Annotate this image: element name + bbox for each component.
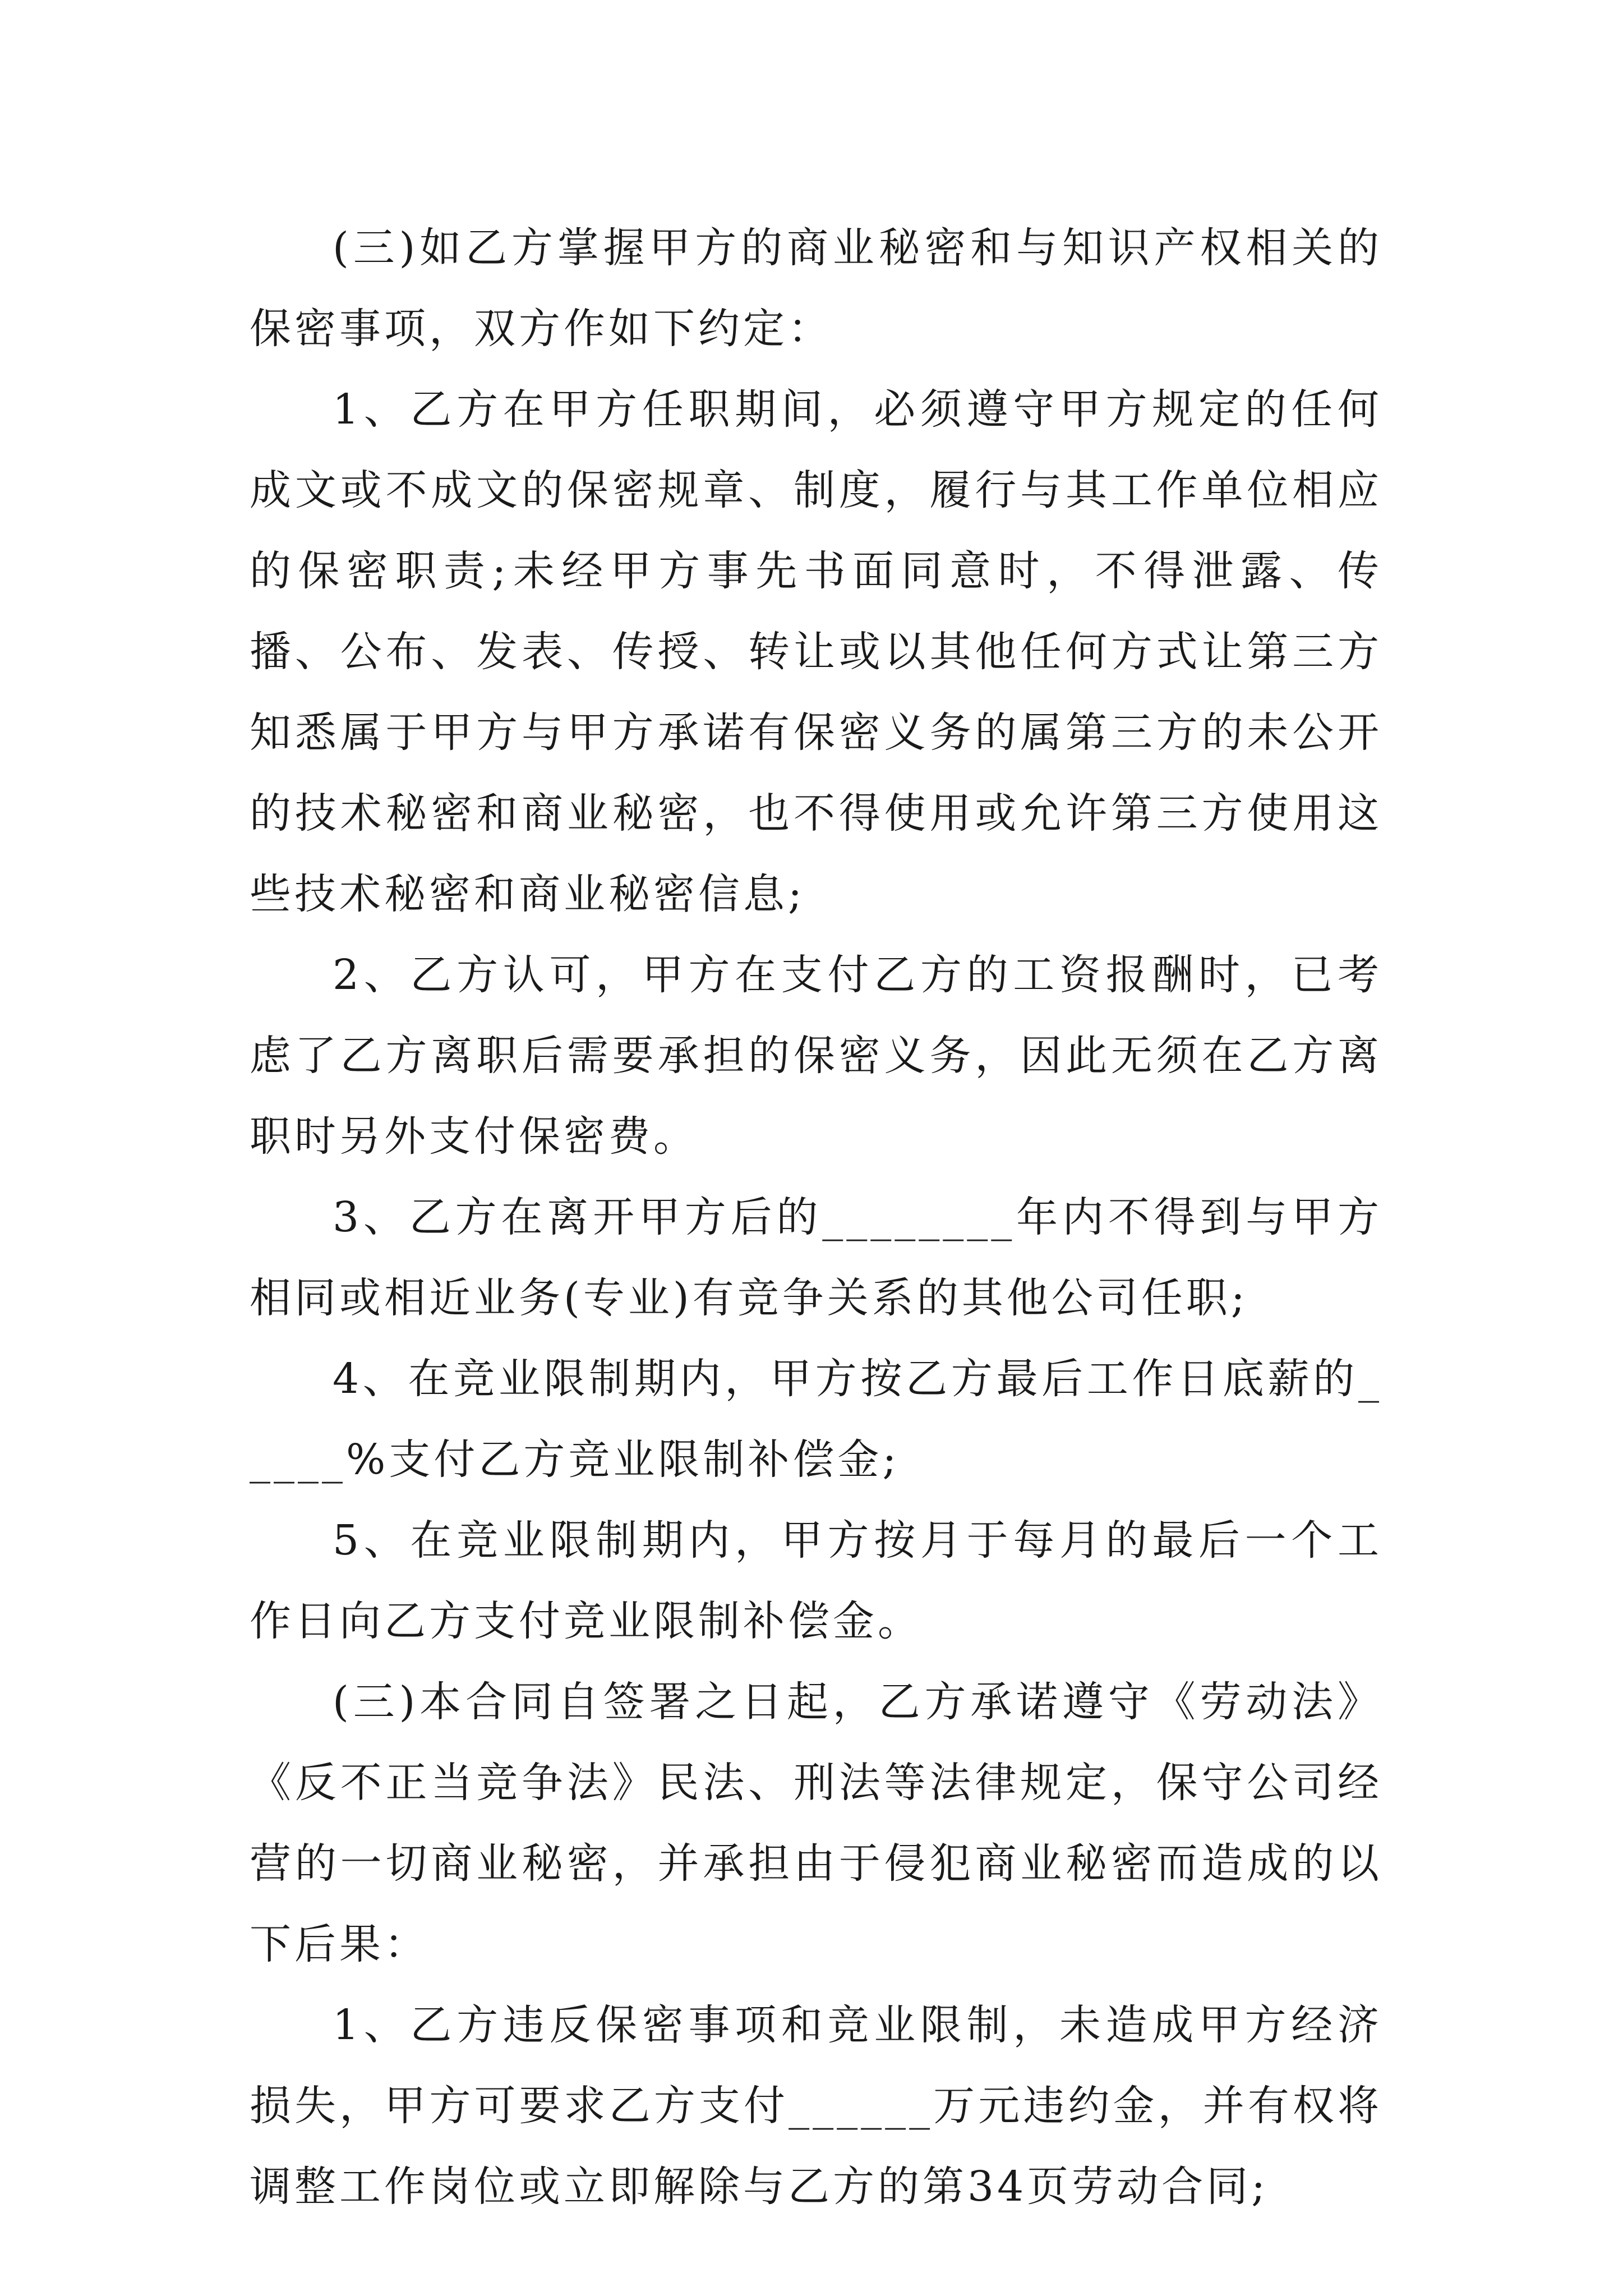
paragraph-confidentiality-heading: (三)如乙方掌握甲方的商业秘密和与知识产权相关的保密事项，双方作如下约定： bbox=[250, 224, 1382, 353]
paragraph-clause-5-payment-schedule: 5、在竞业限制期内，甲方按月于每月的最后一个工作日向乙方支付竞业限制补偿金。 bbox=[250, 1516, 1382, 1645]
paragraph-clause-4-compensation-rate: 4、在竞业限制期内，甲方按乙方最后工作日底薪的_____%支付乙方竞业限制补偿金; bbox=[250, 1355, 1382, 1484]
paragraph-clause-1-confidentiality: 1、乙方在甲方任职期间，必须遵守甲方规定的任何成文或不成文的保密规章、制度，履行与其工作单位相应的保密职责;未经甲方事先书面同意时，不得泄露、传播、公布、发表、传授、转让或以其他任何方式让第三方知悉属于甲方与甲方承诺有保密义务的属第三方的未公开的技术秘密和商业秘密，也不得使用或允许第三方使用这些技术秘密和商业秘密信息; bbox=[250, 385, 1382, 918]
paragraph-clause-3-non-compete: 3、乙方在离开甲方后的________年内不得到与甲方相同或相近业务(专业)有竞争关系的其他公司任职; bbox=[250, 1193, 1382, 1322]
paragraph-breach-clause-1: 1、乙方违反保密事项和竞业限制，未造成甲方经济损失，甲方可要求乙方支付______万元违约金，并有权将调整工作岗位或立即解除与乙方的第34页劳动合同; bbox=[250, 2001, 1382, 2211]
paragraph-clause-2-compensation: 2、乙方认可，甲方在支付乙方的工资报酬时，已考虑了乙方离职后需要承担的保密义务，因此无须在乙方离职时另外支付保密费。 bbox=[250, 951, 1382, 1161]
document-body bbox=[250, 208, 1382, 2227]
paragraph-contract-commitment-heading: (三)本合同自签署之日起，乙方承诺遵守《劳动法》《反不正当竞争法》民法、刑法等法律规定，保守公司经营的一切商业秘密，并承担由于侵犯商业秘密而造成的以下后果： bbox=[250, 1678, 1382, 1968]
